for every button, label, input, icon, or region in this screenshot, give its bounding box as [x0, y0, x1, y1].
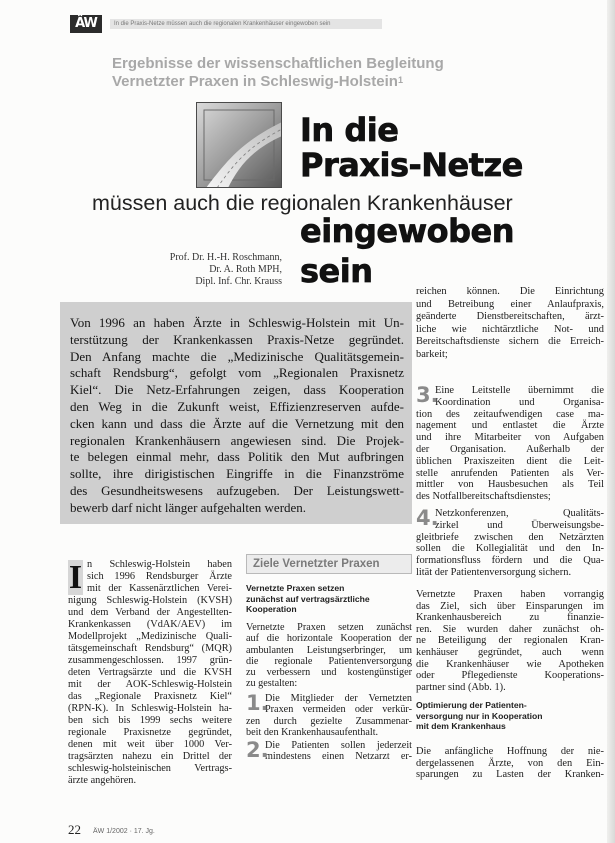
body-line: Praxen vermeiden oder verkür- — [265, 704, 412, 716]
paragraph — [416, 286, 604, 362]
author: Dipl. Inf. Chr. Krauss — [195, 276, 282, 287]
body-line: kenhäuser gegründet, auch wenn — [416, 646, 604, 658]
body-line: formationsfluss fördern und die Qua- — [416, 555, 604, 567]
body-line: mindestens einen Netzarzt er- — [265, 751, 412, 763]
body-line: ambulanten Leistungserbringer, um — [246, 644, 412, 656]
body-line: tragsärzten nahezu ein Drittel der — [68, 751, 232, 762]
body-line: ren. Sie wurden daher zunächst oh- — [416, 623, 604, 635]
subheading-line: zunächst auf vertragsärztliche — [246, 593, 370, 604]
photo-graphic — [196, 102, 282, 188]
body-line: und Betreibung einer Anlaufpraxis, — [416, 298, 604, 310]
body-line: Netzkonferenzen, Qualitäts- — [435, 508, 604, 519]
subheading-line: Kooperation — [246, 604, 297, 615]
body-line: des Notfallbereitschaftsdienstes; — [416, 491, 551, 503]
body-line: geänderte Dienstbereitschaften, ärzt- — [416, 311, 604, 323]
body-line: mittler von Hausbesuchen als Teil — [416, 479, 604, 491]
lead-line: regionalen Krankenhäusern angewiesen sind. Die Projek- — [70, 432, 404, 448]
magazine-logo: ÄW — [70, 15, 102, 33]
body-line: Die Patienten sollen jederzeit — [265, 740, 412, 751]
body-line: Eine Leitstelle übernimmt die — [435, 385, 604, 396]
body-line: sollen die Kollegialität und den In- — [416, 543, 604, 555]
section-heading: Ziele Vernetzter Praxen — [246, 554, 412, 574]
road-photo-icon — [196, 102, 282, 188]
body-line: mit der Kassenärztlichen Verei- — [87, 583, 232, 594]
subheading — [416, 700, 604, 732]
body-line: die Krankenhäuser wie Apotheken — [416, 658, 604, 670]
body-line: und dem Verband der Angestellten- — [68, 607, 232, 618]
body-line: deten Vertragsärzte und die KVSH — [68, 667, 232, 678]
headline-line: In die — [300, 111, 399, 149]
item-number: 4. — [416, 506, 439, 530]
subheading-line: versorgung nur in Kooperation — [416, 710, 543, 721]
body-line: Modellprojekt „Medizinische Quali- — [68, 631, 232, 642]
body-line: sich 1996 Rendsburger Ärzte — [87, 571, 232, 582]
kicker-text: Vernetzter Praxen in Schleswig-Holstein — [112, 73, 398, 90]
paragraph — [246, 622, 412, 690]
body-line: Krankenkassen (VdAK/AEV) im — [68, 619, 232, 630]
body-line: beit den Krankenhausaufenthalt. — [246, 726, 379, 738]
body-line: zen durch gezielte Zusammenar- — [246, 715, 412, 727]
author: Prof. Dr. H.-H. Roschmann, — [169, 252, 282, 263]
body-line: ärzte angehören. — [68, 775, 137, 786]
subheading-line: Vernetzte Praxen setzen — [246, 583, 345, 593]
body-line: nigung Schleswig-Holstein (KVSH) — [68, 595, 232, 606]
item-number: 3. — [416, 383, 439, 407]
numbered-item — [246, 693, 412, 738]
body-line: n Schleswig-Holstein haben — [87, 559, 232, 570]
lead-line: Kiel“. Die Netz-Erfahrungen zeigen, dass Kooperation — [70, 382, 404, 398]
body-line: mit der AOK-Schleswig-Holstein — [68, 679, 232, 690]
body-line: zusammengeschlossen. 1997 grün- — [68, 655, 232, 666]
lead-line: schaft Rendsburg“, gefolgt vom „Regionalen Praxisnetz — [70, 365, 404, 381]
body-column-left — [68, 559, 232, 787]
numbered-item — [416, 385, 604, 503]
lead-line: Den Anfang machte die „Medizinische Qualitätsgemein- — [70, 348, 404, 364]
paragraph — [416, 746, 604, 781]
body-line: Die Mitglieder der Vernetzten — [265, 693, 412, 704]
body-line: Vernetzte Praxen setzen zunächst — [246, 622, 412, 633]
body-line: auf die horizontale Kooperation der — [246, 633, 412, 645]
scan-edge-shadow — [607, 0, 615, 843]
author-list — [130, 252, 282, 288]
body-line: das Ziel, sich über Einsparungen im — [416, 600, 604, 612]
headline-line: Praxis-Netze — [300, 146, 523, 184]
lead-paragraph-box — [60, 302, 412, 524]
body-line: Vernetzte Praxen haben vorrangig — [416, 589, 604, 600]
body-line: denen mit weit über 1000 Ver- — [68, 739, 232, 750]
lead-line: des Gesundheitswesens aufzugeben. Der Leistungswett- — [70, 482, 404, 498]
article-kicker — [112, 55, 444, 91]
page-number: 22 — [68, 822, 81, 837]
body-line: stelle anrufenden Patienten als Ver- — [416, 467, 604, 479]
lead-line: te belegen einmal mehr, dass Politik den Mut aufbringen — [70, 449, 404, 465]
body-line: zirkel und Überweisungsbe- — [435, 519, 604, 531]
body-line: das „Regionale Praxisnetz Kiel“ — [68, 691, 232, 702]
body-line: Krankenhausbereich zu finanzie- — [416, 612, 604, 624]
headline-line: sein — [300, 252, 373, 290]
body-line: liche wie nichtärztliche Not- und — [416, 323, 604, 335]
numbered-item — [416, 508, 604, 579]
body-line: ne Beteiligung der regionalen Kran- — [416, 635, 604, 647]
body-line: reichen können. Die Einrichtung — [416, 286, 604, 297]
body-line: sparungen zu Lasten der Kranken- — [416, 769, 604, 781]
lead-line: cken kann und dass die Ärzte auf die Vernetzung mit den — [70, 415, 404, 431]
lead-line: bewerb darf nicht länger aufgehalten werden. — [70, 499, 307, 515]
lead-line: Von 1996 an haben Ärzte in Schleswig-Holstein mit Un- — [70, 315, 404, 330]
body-line: der Organisation. Außerhalb der — [416, 443, 604, 455]
subheading — [246, 583, 412, 615]
numbered-item — [246, 740, 412, 763]
footnote-mark: 1 — [397, 75, 403, 85]
kicker-line: Ergebnisse der wissenschaftlichen Begleitung — [112, 55, 444, 72]
body-line: zu gestalten: — [246, 678, 298, 690]
lead-line: terstützung der Krankenkassen Praxis-Netze gegründet. — [70, 331, 404, 347]
subheading-line: Optimierung der Patienten- — [416, 700, 527, 710]
body-line: lität der Patientenversorgung sichern. — [416, 566, 572, 578]
body-line: zu verbessern und kostengünstiger — [246, 667, 412, 679]
item-number: 1. — [246, 691, 269, 715]
body-line: dergelassenen Ärzte, von den Ein- — [416, 757, 604, 769]
body-line: regionale Praxisnetze gegründet, — [68, 727, 232, 738]
body-line: nagement und entlastet die Ärzte — [416, 420, 604, 432]
body-line: üblichen Praxiszeiten dient die Leit- — [416, 455, 604, 467]
body-line: und ihre Mitarbeiter von Aufgaben — [416, 432, 604, 444]
subheading-line: mit dem Krankenhaus — [416, 721, 506, 732]
body-line: Koordination und Organisa- — [435, 396, 604, 408]
paragraph — [416, 589, 604, 693]
running-header: In die Praxis-Netze müssen auch die regionalen Krankenhäuser eingewoben sein — [110, 19, 382, 29]
body-line: Die anfängliche Hoffnung der nie- — [416, 746, 604, 757]
body-line: (RPN-K). In Schleswig-Holstein ha- — [68, 703, 232, 714]
lead-line: sollte, ihre dirigistischen Eingriffe in die Finanzströme — [70, 466, 404, 482]
body-line: ben sich bis 1999 sechs weitere — [68, 715, 232, 726]
body-line: tion des zeitaufwendigen case ma- — [416, 408, 604, 420]
headline-subline: müssen auch die regionalen Krankenhäuser — [92, 191, 513, 215]
body-line: Bereitschaftsdienste sichern die Erreich- — [416, 336, 604, 348]
body-line: schleswig-holsteinischen Vertrags- — [68, 763, 232, 774]
body-line: oder Pflegedienste Kooperations- — [416, 670, 604, 682]
item-number: 2. — [246, 738, 269, 762]
drop-cap: I — [68, 559, 83, 596]
body-line: die regionale Patientenversorgung — [246, 655, 412, 667]
kicker-line — [112, 73, 444, 91]
body-line: barkeit; — [416, 348, 448, 360]
body-line: gleitbriefe zwischen den Netzärzten — [416, 531, 604, 543]
body-line: tätsgemeinschaft Rendsburg“ (MQR) — [68, 643, 232, 654]
body-line: partner sind (Abb. 1). — [416, 681, 506, 693]
lead-line: den Weg in die Zukunft weist, Effizienzreserven aufde- — [70, 398, 404, 414]
headline-line: eingewoben — [300, 212, 514, 250]
issue-info: ÄW 1/2002 · 17. Jg. — [93, 828, 155, 835]
author: Dr. A. Roth MPH, — [209, 264, 282, 275]
